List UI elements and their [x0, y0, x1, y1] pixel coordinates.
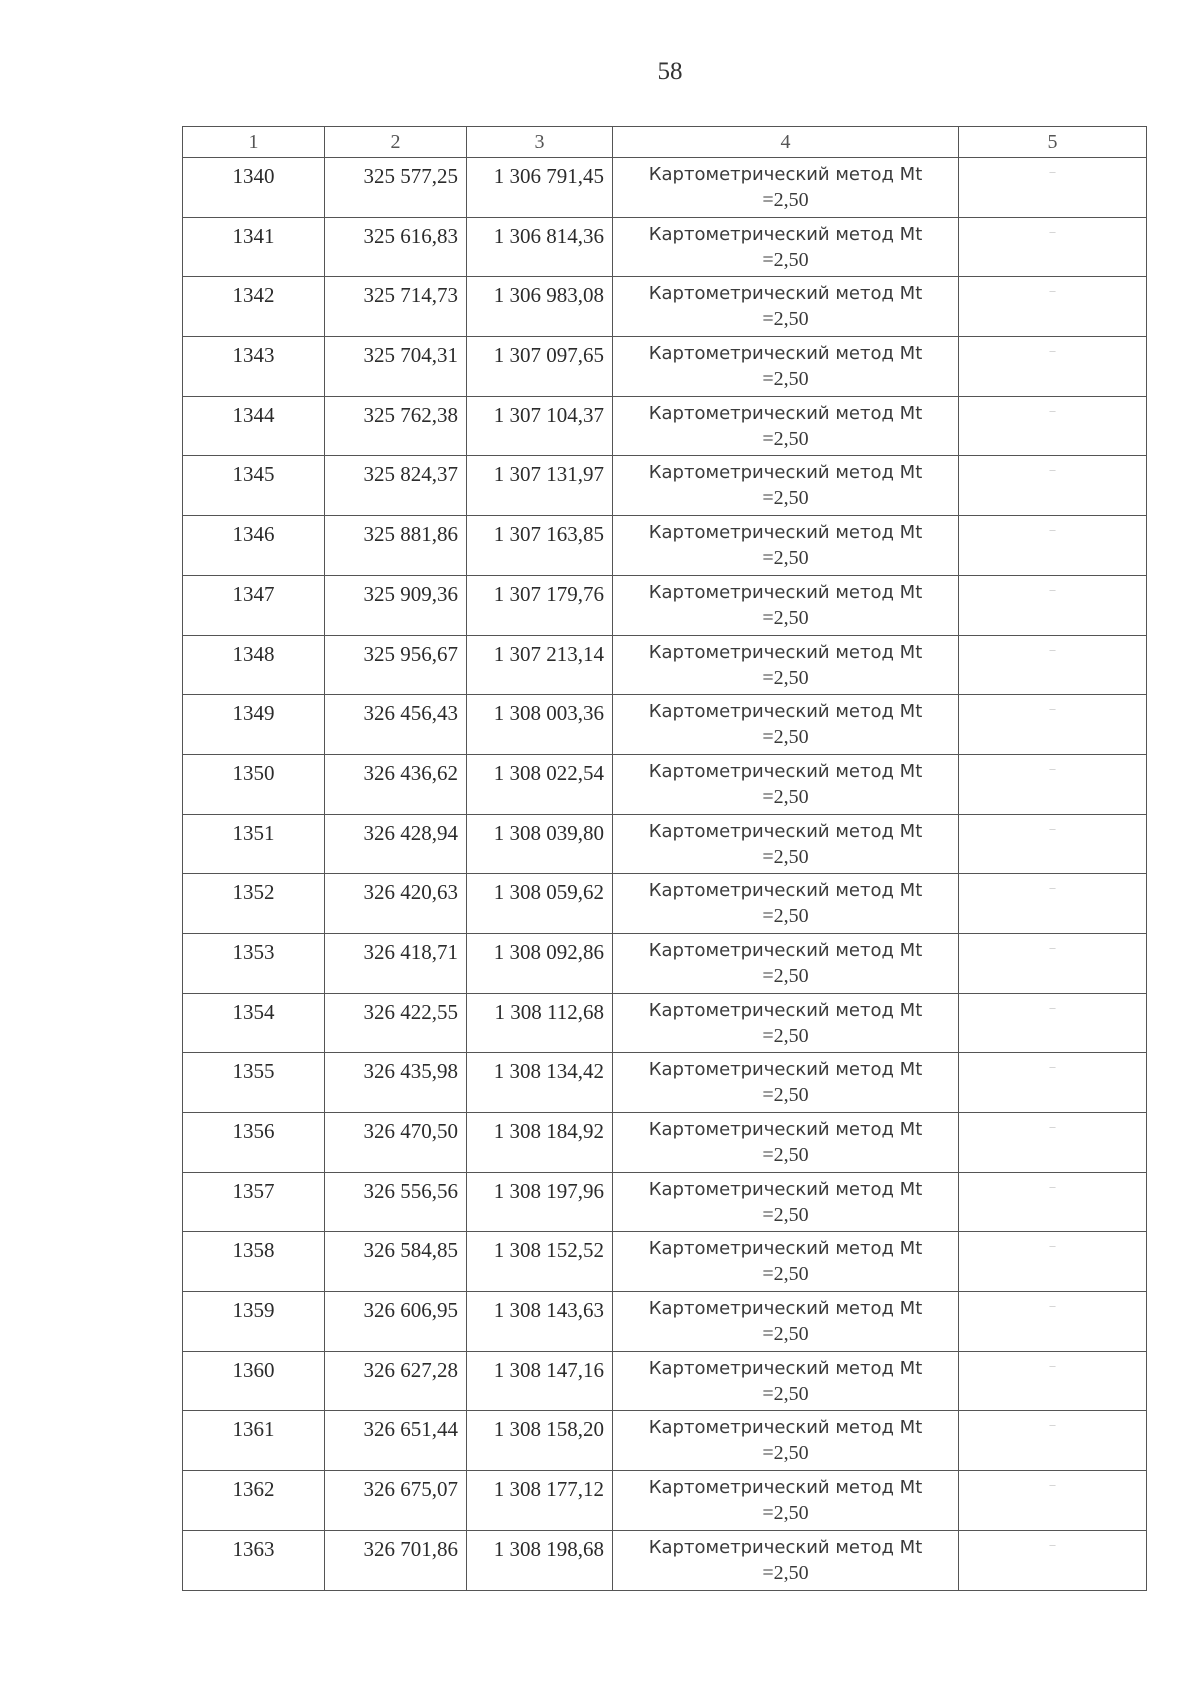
method-text: Картометрический метод Mt: [648, 1536, 923, 1558]
x-coordinate-cell: 326 606,95: [325, 1292, 467, 1352]
accuracy-value: =2,50: [762, 248, 809, 271]
note-cell: –: [959, 1172, 1147, 1232]
point-number-cell: 1352: [183, 874, 325, 934]
note-cell: –: [959, 814, 1147, 874]
method-cell: [613, 516, 959, 576]
y-coordinate-cell: 1 308 092,86: [467, 933, 613, 993]
accuracy-value: =2,50: [762, 308, 809, 331]
accuracy-value: =2,50: [762, 1442, 809, 1465]
note-cell: –: [959, 337, 1147, 397]
method-cell: [613, 874, 959, 934]
y-coordinate-cell: 1 307 179,76: [467, 575, 613, 635]
accuracy-value: =2,50: [762, 487, 809, 510]
x-coordinate-cell: 325 714,73: [325, 277, 467, 337]
table-row: [183, 277, 1147, 337]
note-cell: –: [959, 1411, 1147, 1471]
y-coordinate-cell: 1 308 143,63: [467, 1292, 613, 1352]
table-header: [183, 127, 1147, 158]
method-cell: [613, 993, 959, 1053]
note-cell: –: [959, 754, 1147, 814]
accuracy-value: =2,50: [762, 606, 809, 629]
method-cell: [613, 1113, 959, 1173]
y-coordinate-cell: 1 308 059,62: [467, 874, 613, 934]
point-number-cell: 1356: [183, 1113, 325, 1173]
point-number-cell: 1355: [183, 1053, 325, 1113]
note-cell: –: [959, 1113, 1147, 1173]
table-row: [183, 1471, 1147, 1531]
method-text: Картометрический метод Mt: [648, 164, 923, 185]
point-number-cell: 1340: [183, 158, 325, 218]
accuracy-value: =2,50: [762, 189, 809, 211]
method-text: Картометрический метод Mt: [648, 402, 923, 424]
y-coordinate-cell: 1 307 104,37: [467, 396, 613, 456]
accuracy-value: =2,50: [762, 1203, 809, 1226]
method-cell: [613, 396, 959, 456]
note-cell: –: [959, 635, 1147, 695]
method-text: Картометрический метод Mt: [648, 1357, 923, 1379]
method-cell: [613, 1292, 959, 1352]
method-cell: [613, 1172, 959, 1232]
x-coordinate-cell: 326 701,86: [325, 1530, 467, 1590]
method-cell: [613, 695, 959, 755]
x-coordinate-cell: 326 420,63: [325, 874, 467, 934]
note-cell: –: [959, 993, 1147, 1053]
method-text: Картометрический метод Mt: [648, 223, 923, 245]
accuracy-value: =2,50: [762, 427, 809, 450]
accuracy-value: =2,50: [762, 1024, 809, 1047]
method-text: Картометрический метод Mt: [648, 1477, 923, 1499]
table-row: [183, 1411, 1147, 1471]
accuracy-value: =2,50: [762, 368, 809, 391]
method-text: Картометрический метод Mt: [648, 760, 923, 782]
x-coordinate-cell: 326 675,07: [325, 1471, 467, 1531]
method-cell: [613, 277, 959, 337]
method-cell: [613, 1053, 959, 1113]
x-coordinate-cell: 326 584,85: [325, 1232, 467, 1292]
x-coordinate-cell: 325 762,38: [325, 396, 467, 456]
method-cell: [613, 575, 959, 635]
method-cell: [613, 814, 959, 874]
header-col-1: 1: [183, 127, 325, 158]
x-coordinate-cell: 325 956,67: [325, 635, 467, 695]
point-number-cell: 1354: [183, 993, 325, 1053]
note-cell: –: [959, 1232, 1147, 1292]
point-number-cell: 1358: [183, 1232, 325, 1292]
point-number-cell: 1342: [183, 277, 325, 337]
method-cell: [613, 1351, 959, 1411]
x-coordinate-cell: 325 909,36: [325, 575, 467, 635]
note-cell: –: [959, 695, 1147, 755]
header-col-4: 4: [613, 127, 959, 158]
method-text: Картометрический метод Mt: [648, 1178, 923, 1200]
table-row: [183, 575, 1147, 635]
table-row: [183, 814, 1147, 874]
method-text: Картометрический метод Mt: [648, 880, 923, 902]
x-coordinate-cell: 326 418,71: [325, 933, 467, 993]
accuracy-value: =2,50: [762, 785, 809, 808]
note-cell: –: [959, 396, 1147, 456]
table-row: [183, 158, 1147, 218]
note-cell: –: [959, 277, 1147, 337]
method-text: Картометрический метод Mt: [648, 343, 923, 365]
table-row: [183, 217, 1147, 277]
x-coordinate-cell: 326 470,50: [325, 1113, 467, 1173]
header-col-5: 5: [959, 127, 1147, 158]
table-row: [183, 396, 1147, 456]
note-cell: –: [959, 1053, 1147, 1113]
point-number-cell: 1344: [183, 396, 325, 456]
table-row: [183, 337, 1147, 397]
method-cell: [613, 933, 959, 993]
method-text: Картометрический метод Mt: [648, 1417, 923, 1439]
table-row: [183, 933, 1147, 993]
y-coordinate-cell: 1 308 147,16: [467, 1351, 613, 1411]
accuracy-value: =2,50: [762, 666, 809, 689]
y-coordinate-cell: 1 307 097,65: [467, 337, 613, 397]
table-row: [183, 1232, 1147, 1292]
y-coordinate-cell: 1 306 983,08: [467, 277, 613, 337]
y-coordinate-cell: 1 308 039,80: [467, 814, 613, 874]
coordinates-table: [182, 126, 1147, 1591]
method-text: Картометрический метод Mt: [648, 581, 923, 603]
point-number-cell: 1346: [183, 516, 325, 576]
y-coordinate-cell: 1 307 213,14: [467, 635, 613, 695]
x-coordinate-cell: 326 556,56: [325, 1172, 467, 1232]
point-number-cell: 1359: [183, 1292, 325, 1352]
x-coordinate-cell: 326 627,28: [325, 1351, 467, 1411]
point-number-cell: 1343: [183, 337, 325, 397]
note-cell: –: [959, 1471, 1147, 1531]
method-text: Картометрический метод Mt: [648, 999, 923, 1021]
point-number-cell: 1351: [183, 814, 325, 874]
note-cell: –: [959, 575, 1147, 635]
accuracy-value: =2,50: [762, 845, 809, 868]
y-coordinate-cell: 1 306 791,45: [467, 158, 613, 218]
method-cell: [613, 158, 959, 218]
point-number-cell: 1361: [183, 1411, 325, 1471]
point-number-cell: 1341: [183, 217, 325, 277]
point-number-cell: 1353: [183, 933, 325, 993]
x-coordinate-cell: 325 577,25: [325, 158, 467, 218]
x-coordinate-cell: 326 422,55: [325, 993, 467, 1053]
header-col-2: 2: [325, 127, 467, 158]
y-coordinate-cell: 1 307 131,97: [467, 456, 613, 516]
method-text: Картометрический метод Mt: [648, 701, 923, 723]
y-coordinate-cell: 1 308 152,52: [467, 1232, 613, 1292]
point-number-cell: 1363: [183, 1530, 325, 1590]
accuracy-value: =2,50: [762, 1084, 809, 1107]
y-coordinate-cell: 1 308 003,36: [467, 695, 613, 755]
method-text: Картометрический метод Mt: [648, 462, 923, 484]
accuracy-value: =2,50: [762, 1382, 809, 1405]
note-cell: –: [959, 1292, 1147, 1352]
table-row: [183, 516, 1147, 576]
table-row: [183, 1351, 1147, 1411]
x-coordinate-cell: 325 824,37: [325, 456, 467, 516]
x-coordinate-cell: 326 456,43: [325, 695, 467, 755]
method-text: Картометрический метод Mt: [648, 1059, 923, 1081]
y-coordinate-cell: 1 308 134,42: [467, 1053, 613, 1113]
method-cell: [613, 1471, 959, 1531]
header-col-3: 3: [467, 127, 613, 158]
table-row: [183, 456, 1147, 516]
table-row: [183, 695, 1147, 755]
note-cell: –: [959, 1351, 1147, 1411]
note-cell: –: [959, 874, 1147, 934]
note-cell: –: [959, 217, 1147, 277]
x-coordinate-cell: 325 704,31: [325, 337, 467, 397]
method-cell: [613, 635, 959, 695]
y-coordinate-cell: 1 306 814,36: [467, 217, 613, 277]
point-number-cell: 1348: [183, 635, 325, 695]
y-coordinate-cell: 1 308 158,20: [467, 1411, 613, 1471]
x-coordinate-cell: 326 435,98: [325, 1053, 467, 1113]
accuracy-value: =2,50: [762, 905, 809, 928]
page-number: 58: [657, 58, 683, 85]
method-text: Картометрический метод Mt: [648, 939, 923, 961]
x-coordinate-cell: 325 616,83: [325, 217, 467, 277]
header-row: [183, 127, 1147, 158]
method-text: Картометрический метод Mt: [648, 1119, 923, 1140]
method-text: Картометрический метод Mt: [648, 820, 923, 842]
y-coordinate-cell: 1 308 177,12: [467, 1471, 613, 1531]
point-number-cell: 1350: [183, 754, 325, 814]
method-cell: [613, 1411, 959, 1471]
table-row: [183, 1530, 1147, 1590]
table-row: [183, 754, 1147, 814]
accuracy-value: =2,50: [762, 964, 809, 987]
accuracy-value: =2,50: [762, 1144, 809, 1166]
method-cell: [613, 754, 959, 814]
point-number-cell: 1345: [183, 456, 325, 516]
note-cell: –: [959, 456, 1147, 516]
point-number-cell: 1357: [183, 1172, 325, 1232]
x-coordinate-cell: 325 881,86: [325, 516, 467, 576]
table-row: [183, 1113, 1147, 1173]
method-text: Картометрический метод Mt: [648, 283, 923, 305]
accuracy-value: =2,50: [762, 1263, 809, 1286]
accuracy-value: =2,50: [762, 726, 809, 749]
table-row: [183, 635, 1147, 695]
note-cell: –: [959, 1530, 1147, 1590]
point-number-cell: 1362: [183, 1471, 325, 1531]
accuracy-value: =2,50: [762, 1561, 809, 1584]
method-text: Картометрический метод Mt: [648, 1298, 923, 1320]
method-text: Картометрический метод Mt: [648, 641, 923, 663]
accuracy-value: =2,50: [762, 1502, 809, 1525]
x-coordinate-cell: 326 651,44: [325, 1411, 467, 1471]
note-cell: –: [959, 516, 1147, 576]
accuracy-value: =2,50: [762, 547, 809, 570]
x-coordinate-cell: 326 436,62: [325, 754, 467, 814]
y-coordinate-cell: 1 308 112,68: [467, 993, 613, 1053]
table-body: [183, 158, 1147, 1591]
note-cell: –: [959, 158, 1147, 218]
y-coordinate-cell: 1 307 163,85: [467, 516, 613, 576]
table-row: [183, 1053, 1147, 1113]
table-row: [183, 874, 1147, 934]
point-number-cell: 1360: [183, 1351, 325, 1411]
y-coordinate-cell: 1 308 197,96: [467, 1172, 613, 1232]
note-cell: –: [959, 933, 1147, 993]
y-coordinate-cell: 1 308 184,92: [467, 1113, 613, 1173]
table-row: [183, 1292, 1147, 1352]
x-coordinate-cell: 326 428,94: [325, 814, 467, 874]
method-cell: [613, 337, 959, 397]
method-text: Картометрический метод Mt: [648, 1238, 923, 1260]
method-cell: [613, 456, 959, 516]
accuracy-value: =2,50: [762, 1323, 809, 1346]
y-coordinate-cell: 1 308 022,54: [467, 754, 613, 814]
method-cell: [613, 217, 959, 277]
method-cell: [613, 1530, 959, 1590]
point-number-cell: 1347: [183, 575, 325, 635]
method-text: Картометрический метод Mt: [648, 522, 923, 544]
point-number-cell: 1349: [183, 695, 325, 755]
y-coordinate-cell: 1 308 198,68: [467, 1530, 613, 1590]
table-row: [183, 993, 1147, 1053]
method-cell: [613, 1232, 959, 1292]
table-row: [183, 1172, 1147, 1232]
